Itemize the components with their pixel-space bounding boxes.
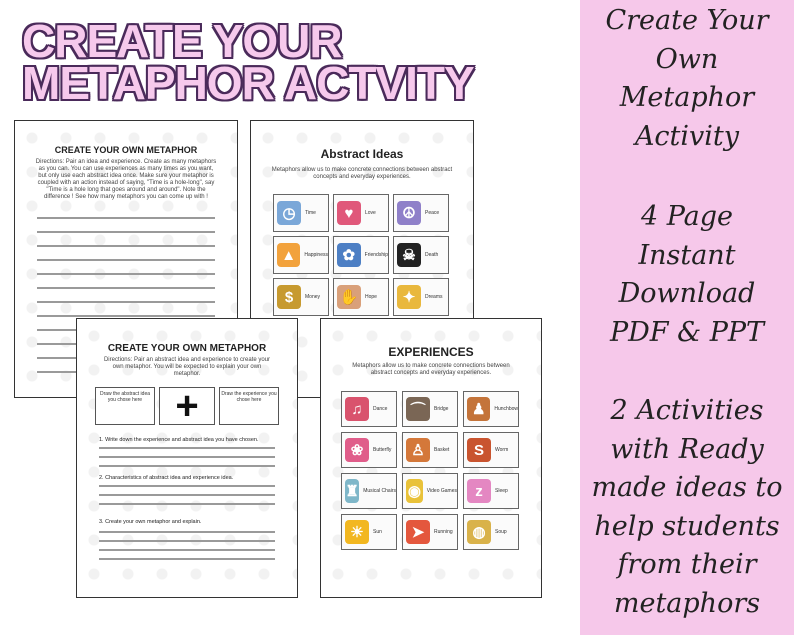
abstract-idea-label: Money — [305, 294, 321, 300]
writing-line — [99, 531, 275, 533]
experience-card — [341, 514, 397, 550]
experience-card — [402, 391, 458, 427]
writing-line — [99, 503, 275, 505]
experience-label: Hunchbow — [494, 406, 518, 412]
abstract-idea-card — [393, 278, 449, 316]
page4-heading: EXPERIENCES — [388, 345, 474, 359]
panel-activities-line: from their — [617, 549, 757, 581]
abstract-idea-label: Dreams — [425, 294, 443, 300]
panel-title-line: Create Your — [605, 5, 769, 36]
experience-card — [341, 391, 397, 427]
panel-download-line: Download — [618, 278, 756, 310]
panel-activities-info — [580, 392, 794, 624]
banner-title-line-1: CREATE YOUR — [22, 15, 342, 67]
abstract-idea-label: Friendship — [364, 252, 388, 258]
abstract-idea-card — [273, 236, 329, 274]
abstract-idea-label: Time — [305, 210, 316, 216]
writing-line — [99, 485, 275, 487]
experience-label: Worm — [495, 447, 509, 453]
abstract-ideas-grid — [273, 194, 451, 316]
peace-icon: ☮ — [397, 201, 421, 225]
experience-label: Butterfly — [373, 447, 392, 453]
experience-label: Dance — [373, 406, 388, 412]
question-2: 2. Characteristics of abstract idea and experience idea. — [99, 475, 234, 481]
experience-card — [463, 391, 519, 427]
worm-icon: S — [467, 438, 491, 462]
page2-intro: Metaphors allow us to make concrete connections between abstract concepts and everyday experiences. — [271, 167, 453, 180]
abstract-idea-label: Death — [425, 252, 439, 258]
experience-card — [402, 514, 458, 550]
abstract-idea-label: Love — [365, 210, 376, 216]
abstract-idea-card — [333, 236, 389, 274]
experience-card — [341, 473, 397, 509]
banner-title-line-2: METAPHOR ACTVITY — [22, 57, 474, 109]
plus-box — [159, 384, 215, 428]
experiences-grid — [341, 391, 521, 550]
panel-download-line: Instant — [638, 239, 736, 271]
butterfly-icon: ❀ — [345, 438, 369, 462]
experience-label: Soup — [495, 529, 507, 535]
experience-card — [341, 432, 397, 468]
page1-heading: CREATE YOUR OWN METAPHOR — [54, 145, 198, 155]
shoe-icon: ➤ — [406, 520, 430, 544]
writing-line — [37, 287, 215, 289]
panel-download-line: PDF & PPT — [609, 316, 765, 348]
soup-icon: ◍ — [467, 520, 491, 544]
basket-icon: ♙ — [406, 438, 430, 462]
question-1: 1. Write down the experience and abstract idea you have chosen. — [99, 437, 259, 443]
clock-icon: ◷ — [277, 201, 301, 225]
panel-activities-line: help students — [594, 510, 780, 542]
stars-icon: ✦ — [397, 285, 421, 309]
money-icon: $ — [277, 285, 301, 309]
experience-card — [402, 432, 458, 468]
person-icon: ♟ — [467, 397, 490, 421]
page3-directions: Directions: Pair an abstract idea and experience to create your own metaphor. You will be expected to explain your own metaphor. — [103, 357, 271, 377]
panel-title — [580, 2, 794, 156]
panel-activities-line: 2 Activities — [610, 395, 764, 426]
question-3: 3. Create your own metaphor and explain. — [99, 519, 202, 525]
pizza-icon: ▲ — [277, 243, 300, 267]
panel-activities-line: with Ready — [610, 433, 764, 465]
panel-download-info — [580, 198, 794, 352]
panel-title-line: Activity — [634, 120, 740, 152]
writing-line — [99, 465, 275, 467]
experience-label: Video Games — [426, 488, 457, 494]
writing-line — [99, 549, 275, 551]
preview-page-experiences — [320, 318, 542, 598]
sun-icon: ☀ — [345, 520, 369, 544]
abstract-idea-card — [273, 194, 329, 232]
writing-line — [37, 231, 215, 233]
writing-line — [99, 456, 275, 458]
experience-card — [463, 473, 519, 509]
chair-icon: ♜ — [345, 479, 359, 503]
writing-line — [99, 494, 275, 496]
panel-download-line: 4 Page — [640, 201, 734, 232]
writing-line — [37, 301, 215, 303]
panel-title-line: Metaphor — [619, 82, 755, 114]
writing-line — [37, 245, 215, 247]
abstract-idea-card — [393, 194, 449, 232]
writing-line — [37, 273, 215, 275]
abstract-idea-card — [273, 278, 329, 316]
friends-icon: ✿ — [337, 243, 361, 267]
gamepad-icon: ◉ — [406, 479, 423, 503]
experience-card — [463, 514, 519, 550]
experience-label: Running — [434, 529, 453, 535]
page4-intro: Metaphors allow us to make concrete connections between abstract concepts and everyday experiences. — [352, 363, 510, 376]
panel-title-line: Own — [655, 43, 719, 75]
abstract-idea-label: Hope — [365, 294, 377, 300]
abstract-drawing-box: Draw the abstract idea you chose here — [95, 387, 155, 425]
preview-page-create-metaphor-front — [76, 318, 298, 598]
experience-label: Basket — [434, 447, 450, 453]
panel-activities-line: made ideas to — [591, 472, 783, 504]
experience-label: Sun — [373, 529, 382, 535]
abstract-idea-card — [333, 194, 389, 232]
experience-label: Bridge — [434, 406, 449, 412]
abstract-idea-card — [393, 236, 449, 274]
writing-line — [37, 315, 215, 317]
experience-label: Sleep — [495, 488, 508, 494]
plus-icon: + — [175, 384, 199, 428]
experience-drawing-box: Draw the experience you chose here — [219, 387, 279, 425]
writing-line — [99, 540, 275, 542]
abstract-idea-label: Happiness — [304, 252, 328, 258]
zzz-icon: z — [467, 479, 491, 503]
writing-line — [99, 558, 275, 560]
experience-card — [463, 432, 519, 468]
page1-directions: Directions: Pair an idea and experience. Create as many metaphors as you can. You can use experiences as many times as you want, but only use each abstract idea once. Make sure your metaphor is coupled with an action instead of saying, "Time is a hole-long", say "Time is a hole long that goes around and around". Note the difference ! See how many metaphors you can come up with ! — [35, 159, 217, 200]
heart-icon: ♥ — [337, 201, 361, 225]
dancers-icon: ♫ — [345, 397, 369, 421]
abstract-idea-label: Peace — [425, 210, 440, 216]
hands-icon: ✋ — [337, 285, 361, 309]
panel-activities-line: metaphors — [613, 587, 761, 619]
bridge-icon: ⌒ — [406, 397, 430, 421]
writing-line — [37, 259, 215, 261]
abstract-idea-card — [333, 278, 389, 316]
page3-heading: CREATE YOUR OWN METAPHOR — [107, 343, 267, 354]
skull-icon: ☠ — [397, 243, 421, 267]
experience-card — [402, 473, 458, 509]
writing-line — [99, 447, 275, 449]
page2-heading: Abstract Ideas — [320, 147, 404, 161]
writing-line — [37, 217, 215, 219]
experience-label: Musical Chairs — [363, 488, 396, 494]
